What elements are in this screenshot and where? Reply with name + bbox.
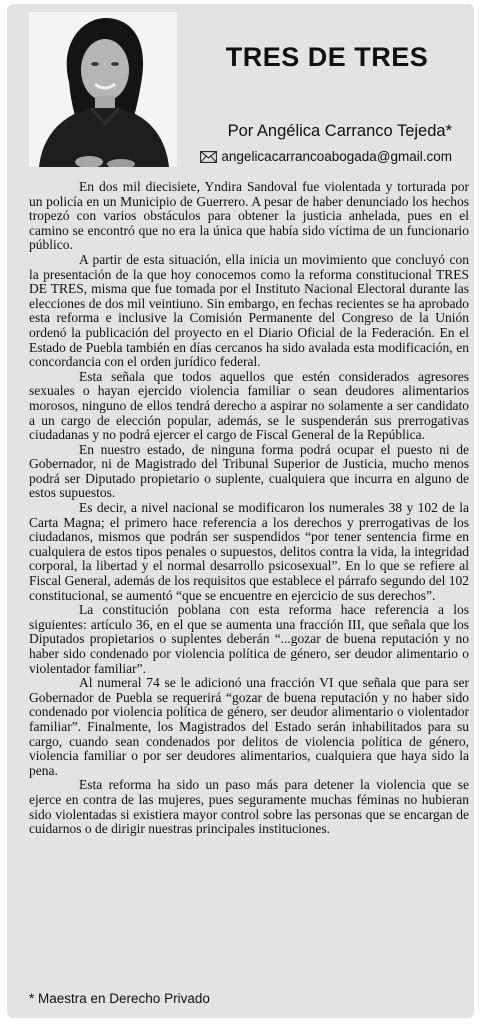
author-email-text[interactable]: angelicacarrancoabogada@gmail.com bbox=[221, 149, 452, 164]
article-paragraph: Es decir, a nivel nacional se modificaron los numerales 38 y 102 de la Carta Magna; el primero hace referencia a los derechos y prerrogativas de los ciudadanos, mismos que podrán ser suspendidos “por tener sentencia firme en cualquiera de estos tipos penales o supuestos, delitos contra la vida, la integridad corporal, la libertad y el normal desarrollo psicosexual”. En lo que se refiere al Fiscal General, además de los requisitos que establece el párrafo segundo del 102 constitucional, se aumentó “que se encuentre en ejercicio de sus derechos”. bbox=[29, 500, 469, 603]
author-portrait-image bbox=[29, 12, 177, 167]
article-paragraph: En dos mil diecisiete, Yndira Sandoval fue violentada y torturada por un policía en un Municipio de Guerrero. A pesar de haber denunciado los hechos tropezó con varios obstáculos para obtener la justicia anhelada, pues en el camino se encontró que no era la única que había sido víctima de un funcionario público. bbox=[29, 179, 469, 253]
article-paragraph: Esta reforma ha sido un paso más para detener la violencia que se ejerce en contra de las mujeres, pues seguramente muchas féminas no hubieran sido violentadas si existiera mayor control sobre las personas que se encargan de cuidarnos o de dirigir nuestras principales instituciones. bbox=[29, 777, 469, 837]
article-paragraph: Esta señala que todos aquellos que estén considerados agresores sexuales o hayan ejercido violencia familiar o sean deudores alimentarios morosos, ninguno de ellos tendrá derecho a aspirar no solamente a ser candidato a un cargo de elección popular, además, se le suspenderán sus prerrogativas ciudadanas y no podrá ejercer el cargo de Fiscal General de la República. bbox=[29, 368, 469, 443]
article-panel bbox=[7, 4, 474, 1018]
author-email[interactable] bbox=[200, 149, 452, 164]
author-footnote: * Maestra en Derecho Privado bbox=[29, 991, 210, 1006]
author-photo bbox=[29, 12, 177, 167]
article-paragraph: A partir de esta situación, ella inicia un movimiento que concluyó con la presentación de la que hoy conocemos como la reforma constitucional TRES DE TRES, misma que fue tomada por el Instituto Nacional Electoral durante las elecciones de dos mil veintiuno. Sin embargo, en fechas recientes se ha aprobado esta reforma e inclusive la Comisión Permanente del Congreso de la Unión ordenó la publicación del proyecto en el Diario Oficial de la Federación. En el Estado de Puebla también en días cercanos ha sido avalada esta modificación, en concordancia con el orden jurídico federal. bbox=[29, 251, 469, 370]
article-paragraph: Al numeral 74 se le adicionó una fracción VI que señala que para ser Gobernador de Puebla se requerirá “gozar de buena reputación y no haber sido condenado por violencia política de género, ser deudor alimentario o violentador familiar”. Finalmente, los Magistrados del Estado serán inhabilitados para su cargo, cuando sean condenados por delitos de violencia política de género, violencia familiar o por ser deudores alimentarios, cualquiera que haya sido la pena. bbox=[29, 675, 469, 778]
author-byline: Por Angélica Carranco Tejeda* bbox=[227, 122, 452, 140]
article-body bbox=[29, 180, 469, 837]
article-paragraph: La constitución poblana con esta reforma hace referencia a los siguientes: artículo 36, en el que se aumenta una fracción III, que señala que los Diputados propietarios o suplentes deberán “...gozar de buena reputación y no haber sido condenado por violencia política de género, ser deudor alimentario o violentador familiar”. bbox=[29, 602, 469, 676]
column-title: TRES DE TRES bbox=[225, 42, 429, 72]
article-paragraph: En nuestro estado, de ninguna forma podrá ocupar el puesto ni de Gobernador, ni de Magistrado del Tribunal Superior de Justicia, mucho menos podrá ser Diputado propietario o suplente, cualquiera que incurra en alguno de estos supuestos. bbox=[29, 441, 469, 501]
envelope-icon bbox=[200, 151, 217, 163]
